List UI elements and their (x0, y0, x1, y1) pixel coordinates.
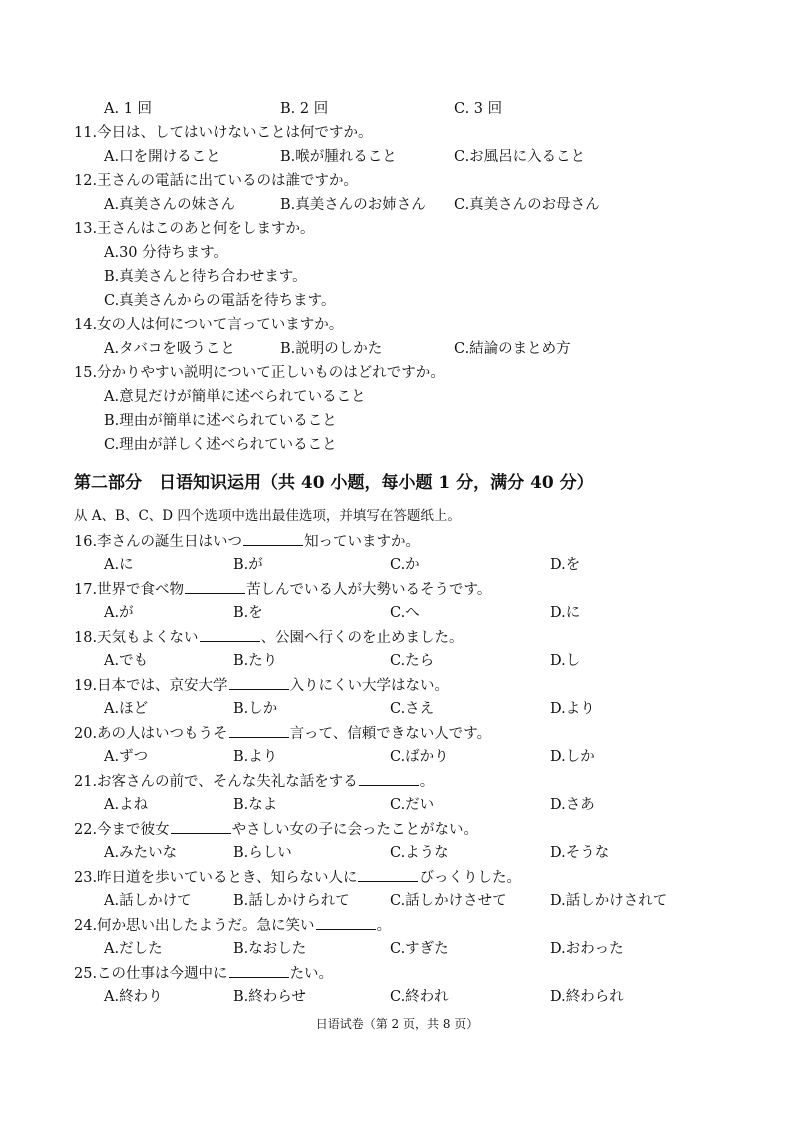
question-option: B.が (233, 557, 263, 573)
question-option: D.そうな (550, 845, 610, 861)
question-stem (74, 819, 478, 840)
answer-blank (359, 771, 419, 786)
question-text-before: 22.今まで彼女 (74, 822, 170, 838)
q10-option-a: A. 1 回 (104, 101, 153, 117)
q13-option-b: B.真美さんと待ち合わせます。 (104, 269, 307, 285)
answer-blank (229, 675, 289, 690)
question-option: B.しか (233, 701, 278, 717)
question-option: D.より (550, 701, 595, 717)
q15-stem: 15.分かりやすい説明について正しいものはどれですか。 (74, 365, 445, 381)
question-text-before: 17.世界で食べ物 (74, 582, 185, 598)
answer-blank (171, 819, 231, 834)
question-stem (74, 675, 449, 696)
q15-option-a: A.意見だけが簡単に述べられていること (104, 389, 366, 405)
question-option: C.話しかけさせて (390, 893, 507, 909)
question-option: B.たり (233, 653, 278, 669)
question-option: B.なよ (233, 797, 278, 813)
question-option: B.らしい (233, 845, 292, 861)
question-option: A.ずつ (104, 749, 149, 765)
part2-title: 第二部分 日语知识运用（共 40 小题，每小题 1 分，满分 40 分） (74, 473, 594, 493)
question-option: D.し (550, 653, 581, 669)
q11-option-c: C.お風呂に入ること (454, 149, 586, 165)
question-option: D.話しかけされて (550, 893, 668, 909)
question-text-after: たい。 (289, 966, 334, 982)
answer-blank (229, 723, 289, 738)
question-text-after: 、公園へ行くのを止めました。 (260, 630, 464, 646)
question-text-before: 25.この仕事は今週中に (74, 966, 228, 982)
q14-option-c: C.結論のまとめ方 (454, 341, 571, 357)
question-stem (74, 531, 420, 552)
answer-blank (200, 627, 260, 642)
question-option: B.より (233, 749, 278, 765)
question-stem (74, 867, 521, 888)
question-text-after: 入りにくい大学はない。 (289, 678, 450, 694)
question-option: D.さあ (550, 797, 595, 813)
question-option: C.終われ (390, 989, 449, 1005)
q12-stem: 12.王さんの電話に出ているのは誰ですか。 (74, 173, 359, 189)
question-option: A.ほど (104, 701, 149, 717)
question-option: B.を (233, 605, 263, 621)
q12-option-b: B.真美さんのお姉さん (280, 197, 426, 213)
question-option: B.話しかけられて (233, 893, 350, 909)
question-option: A.に (104, 557, 134, 573)
question-text-before: 24.何か思い出したようだ。急に笑い (74, 918, 315, 934)
answer-blank (229, 963, 289, 978)
q13-option-c: C.真美さんからの電話を待ちます。 (104, 293, 336, 309)
answer-blank (316, 915, 376, 930)
question-option: A.みたいな (104, 845, 178, 861)
answer-blank (185, 579, 245, 594)
question-text-before: 20.あの人はいつもうそ (74, 726, 228, 742)
question-text-after: 。 (419, 774, 435, 790)
q15-option-c: C.理由が詳しく述べられていること (104, 437, 337, 453)
q12-option-a: A.真美さんの妹さん (104, 197, 236, 213)
question-text-after: 言って、信頼できない人です。 (289, 726, 492, 742)
q11-option-b: B.喉が腫れること (280, 149, 397, 165)
question-text-before: 19.日本では、京安大学 (74, 678, 228, 694)
question-text-before: 21.お客さんの前で、そんな失礼な話をする (74, 774, 358, 790)
question-text-before: 16.李さんの誕生日はいつ (74, 534, 243, 550)
q14-option-b: B.説明のしかた (280, 341, 383, 357)
question-option: D.終わられ (550, 989, 624, 1005)
question-stem (74, 579, 491, 600)
question-text-after: 知っていますか。 (304, 534, 421, 550)
question-option: D.に (550, 605, 581, 621)
question-text-after: びっくりした。 (419, 870, 521, 886)
question-option: A.よね (104, 797, 149, 813)
q15-option-b: B.理由が簡単に述べられていること (104, 413, 337, 429)
question-option: A.話しかけて (104, 893, 192, 909)
page-footer: 日语试卷（第 2 页，共 8 页） (315, 1017, 479, 1031)
question-option: D.を (550, 557, 581, 573)
q13-option-a: A.30 分待ちます。 (104, 245, 228, 261)
q13-stem: 13.王さんはこのあと何をしますか。 (74, 221, 315, 237)
question-option: C.ような (390, 845, 449, 861)
question-option: D.しか (550, 749, 595, 765)
question-option: B.終わらせ (233, 989, 306, 1005)
question-option: C.ばかり (390, 749, 449, 765)
q12-option-c: C.真美さんのお母さん (454, 197, 600, 213)
q11-option-a: A.口を開けること (104, 149, 221, 165)
q14-stem: 14.女の人は何について言っていますか。 (74, 317, 344, 333)
question-option: A.終わり (104, 989, 163, 1005)
answer-blank (243, 531, 303, 546)
question-text-before: 18.天気もよくない (74, 630, 199, 646)
question-option: A.だした (104, 941, 163, 957)
question-stem (74, 723, 491, 744)
q10-option-c: C. 3 回 (454, 101, 503, 117)
question-option: C.へ (390, 605, 420, 621)
question-text-after: やさしい女の子に会ったことがない。 (231, 822, 479, 838)
question-option: C.たら (390, 653, 435, 669)
question-option: C.すぎた (390, 941, 449, 957)
question-stem (74, 627, 464, 648)
q11-stem: 11.今日は、してはいけないことは何ですか。 (74, 125, 373, 141)
q14-option-a: A.タバコを吸うこと (104, 341, 235, 357)
question-option: C.さえ (390, 701, 435, 717)
question-option: D.おわった (550, 941, 624, 957)
q10-option-b: B. 2 回 (280, 101, 329, 117)
question-stem (74, 963, 333, 984)
question-stem (74, 771, 434, 792)
question-text-before: 23.昨日道を歩いているとき、知らない人に (74, 870, 358, 886)
part2-instruction: 从 A、B、C、D 四个选项中选出最佳选项，并填写在答题纸上。 (74, 508, 461, 524)
question-text-after: 苦しんでいる人が大勢いるそうです。 (246, 582, 492, 598)
question-option: C.だい (390, 797, 435, 813)
question-option: A.でも (104, 653, 149, 669)
question-option: A.が (104, 605, 134, 621)
question-stem (74, 915, 391, 936)
answer-blank (358, 867, 418, 882)
question-option: C.か (390, 557, 420, 573)
question-option: B.なおした (233, 941, 307, 957)
question-text-after: 。 (376, 918, 392, 934)
